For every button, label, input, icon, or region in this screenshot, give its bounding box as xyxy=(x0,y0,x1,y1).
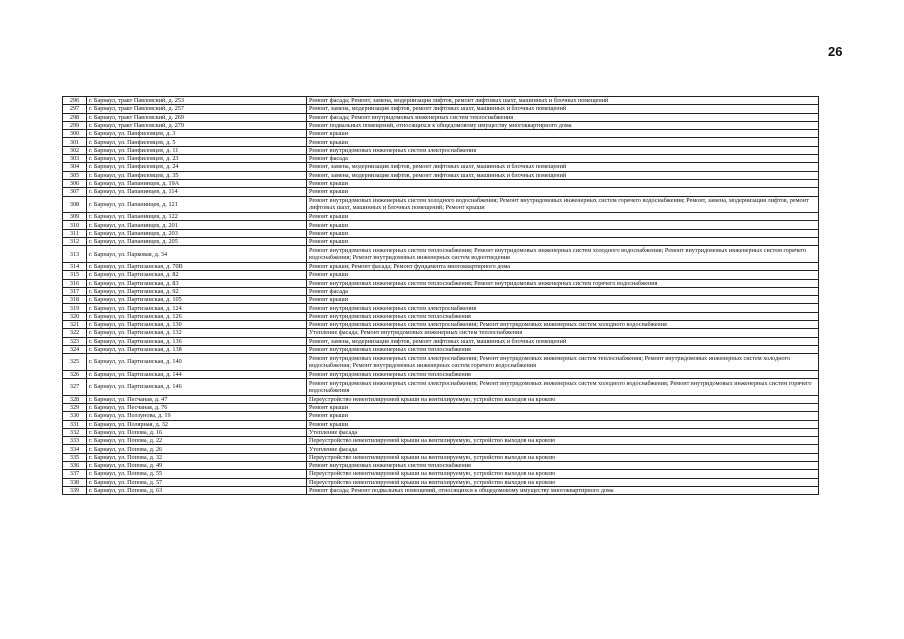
address-cell: г. Барнаул, ул. Панфиловцев, д. 35 xyxy=(87,171,307,179)
row-number-cell: 317 xyxy=(63,287,87,295)
table-row xyxy=(63,130,819,138)
row-number-cell: 336 xyxy=(63,462,87,470)
row-number-cell: 297 xyxy=(63,105,87,113)
row-number-cell: 307 xyxy=(63,188,87,196)
row-number-cell: 308 xyxy=(63,196,87,213)
table-row xyxy=(63,105,819,113)
table-row xyxy=(63,312,819,320)
table-row xyxy=(63,428,819,436)
housing-repair-table xyxy=(62,96,819,495)
address-cell: г. Барнаул, ул. Попова, д. 49 xyxy=(87,462,307,470)
row-number-cell: 314 xyxy=(63,262,87,270)
address-cell: г. Барнаул, ул. Панфиловцев, д. 23 xyxy=(87,155,307,163)
table-row xyxy=(63,229,819,237)
table-row xyxy=(63,395,819,403)
row-number-cell: 300 xyxy=(63,130,87,138)
row-number-cell: 303 xyxy=(63,155,87,163)
address-cell: г. Барнаул, ул. Партизанская, д. 130 xyxy=(87,321,307,329)
address-cell: г. Барнаул, ул. Партизанская, д. 138 xyxy=(87,345,307,353)
address-cell: г. Барнаул, ул. Ползунова, д. 19 xyxy=(87,412,307,420)
table-row xyxy=(63,171,819,179)
work-description-cell: Ремонт внутридомовых инженерных систем электроснабжения; Ремонт внутридомовых инженерных систем теплоснабжения; Ремонт внутридомовых инженерных систем холодного водоснабжения; Ремонт внутридомовых инженерных систем горячего водоснабжения xyxy=(307,354,819,371)
work-description-cell: Ремонт крыши xyxy=(307,238,819,246)
row-number-cell: 325 xyxy=(63,354,87,371)
address-cell: г. Барнаул, ул. Попова, д. 22 xyxy=(87,437,307,445)
row-number-cell: 315 xyxy=(63,271,87,279)
address-cell: г. Барнаул, ул. Папанинцев, д. 114 xyxy=(87,188,307,196)
address-cell: г. Барнаул, ул. Партизанская, д. 92 xyxy=(87,287,307,295)
table-row xyxy=(63,486,819,494)
table-row xyxy=(63,420,819,428)
table-row xyxy=(63,279,819,287)
work-description-cell: Утепление фасада xyxy=(307,445,819,453)
address-cell: г. Барнаул, тракт Павловский, д. 269 xyxy=(87,113,307,121)
address-cell: г. Барнаул, ул. Попова, д. 63 xyxy=(87,486,307,494)
work-description-cell: Ремонт крыши xyxy=(307,403,819,411)
row-number-cell: 306 xyxy=(63,179,87,187)
table-row xyxy=(63,337,819,345)
row-number-cell: 305 xyxy=(63,171,87,179)
row-number-cell: 337 xyxy=(63,470,87,478)
row-number-cell: 296 xyxy=(63,97,87,105)
table-row xyxy=(63,271,819,279)
work-description-cell: Ремонт крыши xyxy=(307,138,819,146)
row-number-cell: 319 xyxy=(63,304,87,312)
table-row xyxy=(63,453,819,461)
table-row xyxy=(63,238,819,246)
table-row xyxy=(63,403,819,411)
table-row xyxy=(63,188,819,196)
row-number-cell: 327 xyxy=(63,379,87,396)
work-description-cell: Ремонт внутридомовых инженерных систем теплоснабжения; Ремонт внутридомовых инженерных систем холодного водоснабжения; Ремонт внутридомовых инженерных систем горячего водоснабжения; Ремонт внутридомовых инженерных систем водоотведения xyxy=(307,246,819,263)
row-number-cell: 320 xyxy=(63,312,87,320)
row-number-cell: 310 xyxy=(63,221,87,229)
address-cell: г. Барнаул, ул. Партизанская, д. 83 xyxy=(87,279,307,287)
work-description-cell: Переустройство невентилируемой крыши на вентилируемую, устройство выходов на кровлю xyxy=(307,395,819,403)
table-row xyxy=(63,246,819,263)
work-description-cell: Ремонт крыши xyxy=(307,412,819,420)
work-description-cell: Ремонт внутридомовых инженерных систем электроснабжения xyxy=(307,146,819,154)
address-cell: г. Барнаул, тракт Павловский, д. 279 xyxy=(87,121,307,129)
table-row xyxy=(63,379,819,396)
address-cell: г. Барнаул, ул. Попова, д. 26 xyxy=(87,445,307,453)
work-description-cell: Ремонт внутридомовых инженерных систем теплоснабжения xyxy=(307,345,819,353)
table-row xyxy=(63,354,819,371)
row-number-cell: 324 xyxy=(63,345,87,353)
work-description-cell: Ремонт подвальных помещений, относящихся к общедомовому имуществу многоквартирного дома xyxy=(307,121,819,129)
table-row xyxy=(63,196,819,213)
address-cell: г. Барнаул, тракт Павловский, д. 257 xyxy=(87,105,307,113)
work-description-cell: Ремонт, замена, модернизация лифтов, ремонт лифтовых шахт, машинных и блочных помещений xyxy=(307,105,819,113)
address-cell: г. Барнаул, ул. Партизанская, д. 132 xyxy=(87,329,307,337)
work-description-cell: Ремонт крыши xyxy=(307,221,819,229)
address-cell: г. Барнаул, ул. Папанинцев, д. 205 xyxy=(87,238,307,246)
work-description-cell: Ремонт крыши; Ремонт фасада; Ремонт фундамента многоквартирного дома xyxy=(307,262,819,270)
address-cell: г. Барнаул, ул. Парковая, д. 34 xyxy=(87,246,307,263)
table-row xyxy=(63,113,819,121)
work-description-cell: Переустройство невентилируемой крыши на вентилируемую, устройство выходов на кровлю xyxy=(307,470,819,478)
address-cell: г. Барнаул, ул. Партизанская, д. 140 xyxy=(87,354,307,371)
work-description-cell: Утепление фасада xyxy=(307,428,819,436)
work-description-cell: Ремонт фасада xyxy=(307,287,819,295)
work-description-cell: Ремонт внутридомовых инженерных систем теплоснабжения; Ремонт внутридомовых инженерных систем горячего водоснабжения xyxy=(307,279,819,287)
address-cell: г. Барнаул, ул. Папанинцев, д. 121 xyxy=(87,196,307,213)
work-description-cell: Ремонт внутридомовых инженерных систем теплоснабжения xyxy=(307,462,819,470)
table-row xyxy=(63,163,819,171)
work-description-cell: Ремонт крыши xyxy=(307,229,819,237)
work-description-cell: Ремонт крыши xyxy=(307,271,819,279)
work-description-cell: Переустройство невентилируемой крыши на вентилируемую, устройство выходов на кровлю xyxy=(307,437,819,445)
work-description-cell: Ремонт внутридомовых инженерных систем электроснабжения xyxy=(307,304,819,312)
work-description-cell: Ремонт фасада xyxy=(307,155,819,163)
address-cell: г. Барнаул, ул. Партизанская, д. 126 xyxy=(87,312,307,320)
table-row xyxy=(63,155,819,163)
address-cell: г. Барнаул, ул. Песчаная, д. 76 xyxy=(87,403,307,411)
work-description-cell: Ремонт крыши xyxy=(307,420,819,428)
table-row xyxy=(63,138,819,146)
row-number-cell: 330 xyxy=(63,412,87,420)
address-cell: г. Барнаул, ул. Попова, д. 32 xyxy=(87,453,307,461)
table-row xyxy=(63,146,819,154)
row-number-cell: 322 xyxy=(63,329,87,337)
work-description-cell: Ремонт, замена, модернизация лифтов, ремонт лифтовых шахт, машинных и блочных помещений xyxy=(307,171,819,179)
work-description-cell: Ремонт внутридомовых инженерных систем электроснабжения; Ремонт внутридомовых инженерных систем холодного водоснабжения; Ремонт внутридомовых инженерных систем горячего водоснабжения xyxy=(307,379,819,396)
address-cell: г. Барнаул, тракт Павловский, д. 253 xyxy=(87,97,307,105)
address-cell: г. Барнаул, ул. Партизанская, д. 146 xyxy=(87,379,307,396)
work-description-cell: Ремонт крыши xyxy=(307,213,819,221)
row-number-cell: 298 xyxy=(63,113,87,121)
table-row xyxy=(63,412,819,420)
address-cell: г. Барнаул, ул. Партизанская, д. 70В xyxy=(87,262,307,270)
row-number-cell: 318 xyxy=(63,296,87,304)
row-number-cell: 313 xyxy=(63,246,87,263)
work-description-cell: Ремонт, замена, модернизация лифтов, ремонт лифтовых шахт, машинных и блочных помещений xyxy=(307,337,819,345)
address-cell: г. Барнаул, ул. Полярная, д. 32 xyxy=(87,420,307,428)
row-number-cell: 334 xyxy=(63,445,87,453)
work-description-cell: Ремонт внутридомовых инженерных систем теплоснабжения xyxy=(307,370,819,378)
table-row xyxy=(63,213,819,221)
work-description-cell: Ремонт внутридомовых инженерных систем электроснабжения; Ремонт внутридомовых инженерных систем холодного водоснабжения xyxy=(307,321,819,329)
page-number: 26 xyxy=(828,44,843,59)
row-number-cell: 323 xyxy=(63,337,87,345)
row-number-cell: 316 xyxy=(63,279,87,287)
address-cell: г. Барнаул, ул. Партизанская, д. 105 xyxy=(87,296,307,304)
table-row xyxy=(63,345,819,353)
address-cell: г. Барнаул, ул. Партизанская, д. 136 xyxy=(87,337,307,345)
row-number-cell: 312 xyxy=(63,238,87,246)
row-number-cell: 304 xyxy=(63,163,87,171)
row-number-cell: 338 xyxy=(63,478,87,486)
address-cell: г. Барнаул, ул. Панфиловцев, д. 5 xyxy=(87,138,307,146)
table-body xyxy=(63,97,819,495)
table-row xyxy=(63,370,819,378)
row-number-cell: 328 xyxy=(63,395,87,403)
row-number-cell: 299 xyxy=(63,121,87,129)
table-row xyxy=(63,121,819,129)
table-row xyxy=(63,287,819,295)
work-description-cell: Переустройство невентилируемой крыши на вентилируемую, устройство выходов на кровлю xyxy=(307,478,819,486)
work-description-cell: Ремонт фасада; Ремонт подвальных помещений, относящихся к общедомовому имуществу многоквартирного дома xyxy=(307,486,819,494)
work-description-cell: Ремонт внутридомовых инженерных систем теплоснабжения xyxy=(307,312,819,320)
row-number-cell: 326 xyxy=(63,370,87,378)
row-number-cell: 339 xyxy=(63,486,87,494)
work-description-cell: Ремонт крыши xyxy=(307,179,819,187)
work-description-cell: Ремонт внутридомовых инженерных систем холодного водоснабжения; Ремонт внутридомовых инженерных систем горячего водоснабжения; Ремонт, замена, модернизация лифтов, ремонт лифтовых шахт, машинных и блочных помещений; Ремонт крыши xyxy=(307,196,819,213)
table-row xyxy=(63,262,819,270)
address-cell: г. Барнаул, ул. Партизанская, д. 82 xyxy=(87,271,307,279)
row-number-cell: 331 xyxy=(63,420,87,428)
table-row xyxy=(63,437,819,445)
address-cell: г. Барнаул, ул. Партизанская, д. 144 xyxy=(87,370,307,378)
table-row xyxy=(63,462,819,470)
row-number-cell: 332 xyxy=(63,428,87,436)
row-number-cell: 311 xyxy=(63,229,87,237)
address-cell: г. Барнаул, ул. Папанинцев, д. 19А xyxy=(87,179,307,187)
address-cell: г. Барнаул, ул. Папанинцев, д. 203 xyxy=(87,229,307,237)
work-description-cell: Ремонт крыши xyxy=(307,130,819,138)
work-description-cell: Переустройство невентилируемой крыши на вентилируемую, устройство выходов на кровлю xyxy=(307,453,819,461)
address-cell: г. Барнаул, ул. Панфиловцев, д. 3 xyxy=(87,130,307,138)
row-number-cell: 329 xyxy=(63,403,87,411)
address-cell: г. Барнаул, ул. Партизанская, д. 124 xyxy=(87,304,307,312)
table-row xyxy=(63,445,819,453)
table-row xyxy=(63,296,819,304)
row-number-cell: 301 xyxy=(63,138,87,146)
address-cell: г. Барнаул, ул. Папанинцев, д. 201 xyxy=(87,221,307,229)
row-number-cell: 302 xyxy=(63,146,87,154)
row-number-cell: 321 xyxy=(63,321,87,329)
address-cell: г. Барнаул, ул. Панфиловцев, д. 11 xyxy=(87,146,307,154)
row-number-cell: 309 xyxy=(63,213,87,221)
table-row xyxy=(63,321,819,329)
table-row xyxy=(63,478,819,486)
table-row xyxy=(63,97,819,105)
address-cell: г. Барнаул, ул. Панфиловцев, д. 24 xyxy=(87,163,307,171)
table-row xyxy=(63,304,819,312)
address-cell: г. Барнаул, ул. Попова, д. 57 xyxy=(87,478,307,486)
work-description-cell: Утепление фасада; Ремонт внутридомовых инженерных систем теплоснабжения xyxy=(307,329,819,337)
work-description-cell: Ремонт фасада; Ремонт внутридомовых инженерных систем теплоснабжения xyxy=(307,113,819,121)
work-description-cell: Ремонт крыши xyxy=(307,188,819,196)
address-cell: г. Барнаул, ул. Попова, д. 16 xyxy=(87,428,307,436)
work-description-cell: Ремонт, замена, модернизация лифтов, ремонт лифтовых шахт, машинных и блочных помещений xyxy=(307,163,819,171)
address-cell: г. Барнаул, ул. Папанинцев, д. 122 xyxy=(87,213,307,221)
row-number-cell: 335 xyxy=(63,453,87,461)
row-number-cell: 333 xyxy=(63,437,87,445)
address-cell: г. Барнаул, ул. Попова, д. 55 xyxy=(87,470,307,478)
table-row xyxy=(63,470,819,478)
work-description-cell: Ремонт фасада; Ремонт, замена, модернизация лифтов, ремонт лифтовых шахт, машинных и блочных помещений xyxy=(307,97,819,105)
address-cell: г. Барнаул, ул. Песчаная, д. 47 xyxy=(87,395,307,403)
table-row xyxy=(63,329,819,337)
table-row xyxy=(63,221,819,229)
table-row xyxy=(63,179,819,187)
work-description-cell: Ремонт крыши xyxy=(307,296,819,304)
